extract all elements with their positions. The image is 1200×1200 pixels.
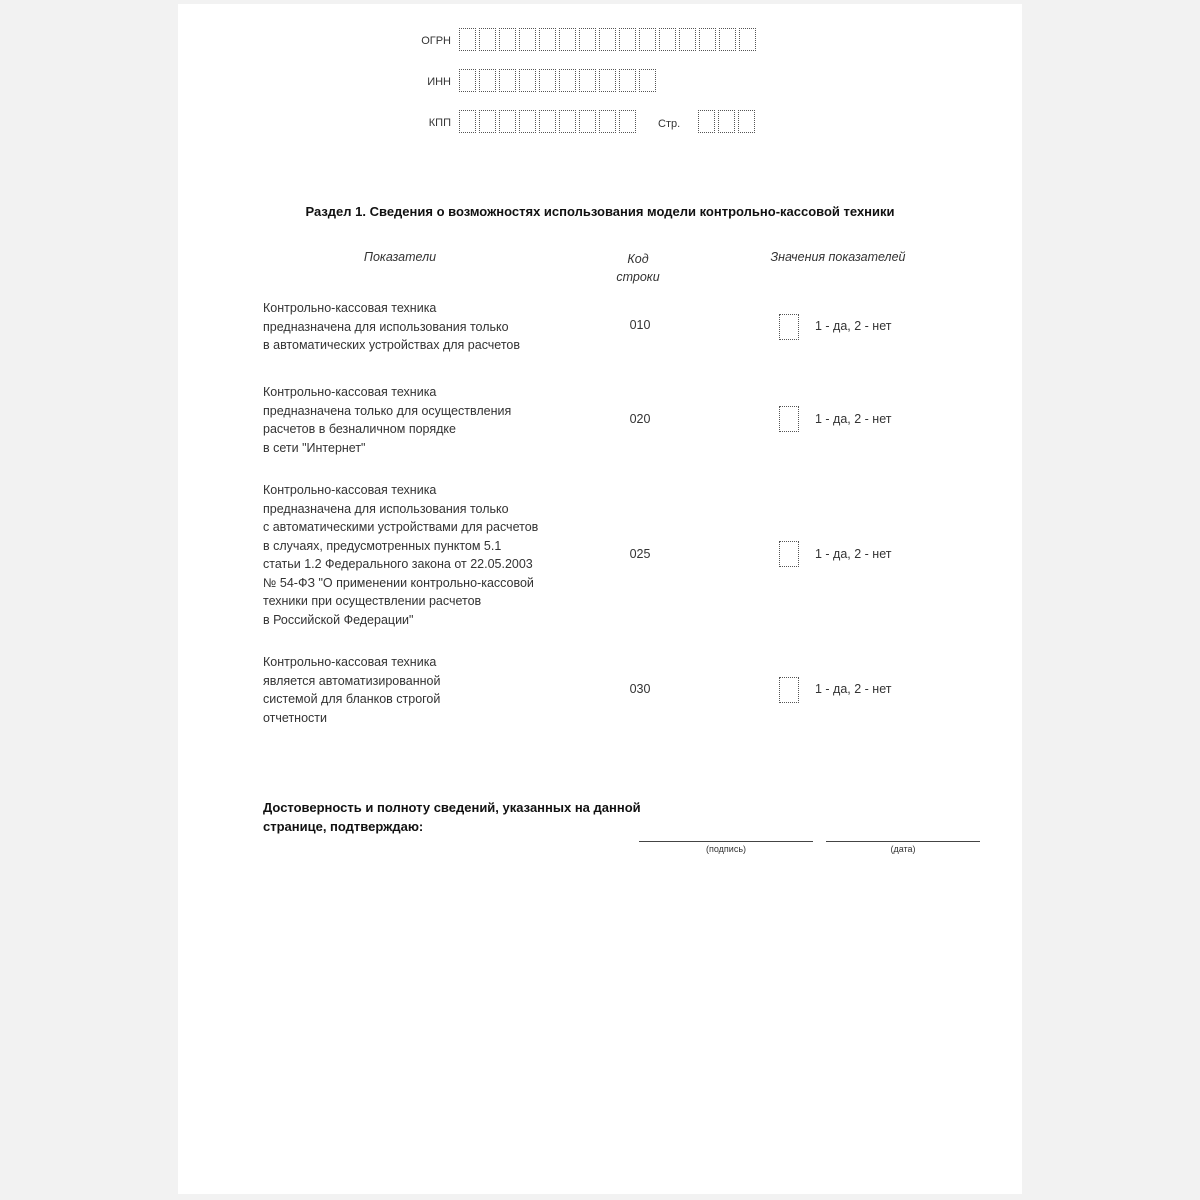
ogrn-cell[interactable] xyxy=(539,28,556,51)
row-025-value-box[interactable] xyxy=(779,541,799,567)
section-title: Раздел 1. Сведения о возможностях использования модели контрольно-кассовой техники xyxy=(305,204,895,219)
signature-line[interactable] xyxy=(639,841,813,842)
ogrn-cell[interactable] xyxy=(679,28,696,51)
date-caption: (дата) xyxy=(890,844,916,854)
ogrn-cells[interactable] xyxy=(459,28,759,53)
ogrn-cell[interactable] xyxy=(559,28,576,51)
row-010-code: 010 xyxy=(629,318,651,332)
page-number-cell[interactable] xyxy=(738,110,755,133)
row-020-code: 020 xyxy=(629,412,651,426)
ogrn-cell[interactable] xyxy=(459,28,476,51)
ogrn-cell[interactable] xyxy=(579,28,596,51)
signature-caption: (подпись) xyxy=(705,844,747,854)
row-010-description: Контрольно-кассовая техника предназначена для использования только в автоматических устройствах для расчетов xyxy=(263,301,521,352)
page-number-cell[interactable] xyxy=(718,110,735,133)
row-025-hint: 1 - да, 2 - нет xyxy=(815,547,892,561)
row-025-description: Контрольно-кассовая техника предназначена для использования только с автоматическими устройствами для расчетов в случаях, предусмотренных пунктом 5.1 статьи 1.2 Федерального закона от 22.05.2003 № 54-ФЗ "О применении контрольно-кассовой техники при осуществлении расчетов в Российской Федерации" xyxy=(263,483,539,627)
ogrn-cell[interactable] xyxy=(659,28,676,51)
row-020-value-box[interactable] xyxy=(779,406,799,432)
row-010-hint: 1 - да, 2 - нет xyxy=(815,319,892,333)
kpp-cell[interactable] xyxy=(519,110,536,133)
inn-cell[interactable] xyxy=(519,69,536,92)
inn-cell[interactable] xyxy=(559,69,576,92)
confirmation-text: Достоверность и полноту сведений, указанных на данной странице, подтверждаю: xyxy=(263,800,641,834)
column-header-indicators: Показатели xyxy=(363,250,437,264)
inn-cell[interactable] xyxy=(539,69,556,92)
ogrn-cell[interactable] xyxy=(719,28,736,51)
kpp-label: КПП xyxy=(428,117,451,129)
row-020-description: Контрольно-кассовая техника предназначена только для осуществления расчетов в безналичном порядке в сети "Интернет" xyxy=(263,385,512,455)
page-number-cell[interactable] xyxy=(698,110,715,133)
inn-label: ИНН xyxy=(427,76,451,88)
ogrn-cell[interactable] xyxy=(599,28,616,51)
date-line[interactable] xyxy=(826,841,980,842)
page-number-cells[interactable] xyxy=(698,110,758,135)
column-header-values: Значения показателей xyxy=(770,250,906,264)
page-number-label: Стр. xyxy=(658,118,681,130)
row-030-value-box[interactable] xyxy=(779,677,799,703)
form-page xyxy=(178,4,1022,1194)
kpp-cell[interactable] xyxy=(479,110,496,133)
ogrn-cell[interactable] xyxy=(619,28,636,51)
row-025-code: 025 xyxy=(629,547,651,561)
ogrn-cell[interactable] xyxy=(499,28,516,51)
ogrn-cell[interactable] xyxy=(639,28,656,51)
inn-cell[interactable] xyxy=(459,69,476,92)
row-010-value-box[interactable] xyxy=(779,314,799,340)
kpp-cell[interactable] xyxy=(579,110,596,133)
kpp-cell[interactable] xyxy=(559,110,576,133)
column-header-code: Код строки xyxy=(616,252,660,284)
row-020-hint: 1 - да, 2 - нет xyxy=(815,412,892,426)
ogrn-cell[interactable] xyxy=(519,28,536,51)
ogrn-label: ОГРН xyxy=(421,35,451,47)
inn-cell[interactable] xyxy=(599,69,616,92)
row-030-description: Контрольно-кассовая техника является автоматизированной системой для бланков строгой отчетности xyxy=(263,655,441,725)
row-030-code: 030 xyxy=(629,682,651,696)
ogrn-cell[interactable] xyxy=(739,28,756,51)
inn-cell[interactable] xyxy=(639,69,656,92)
ogrn-cell[interactable] xyxy=(699,28,716,51)
kpp-cell[interactable] xyxy=(599,110,616,133)
kpp-cell[interactable] xyxy=(539,110,556,133)
inn-cell[interactable] xyxy=(619,69,636,92)
inn-cell[interactable] xyxy=(499,69,516,92)
kpp-cell[interactable] xyxy=(619,110,636,133)
kpp-cell[interactable] xyxy=(499,110,516,133)
kpp-cell[interactable] xyxy=(459,110,476,133)
inn-cell[interactable] xyxy=(579,69,596,92)
kpp-cells[interactable] xyxy=(459,110,639,135)
inn-cells[interactable] xyxy=(459,69,659,94)
ogrn-cell[interactable] xyxy=(479,28,496,51)
row-030-hint: 1 - да, 2 - нет xyxy=(815,682,892,696)
inn-cell[interactable] xyxy=(479,69,496,92)
